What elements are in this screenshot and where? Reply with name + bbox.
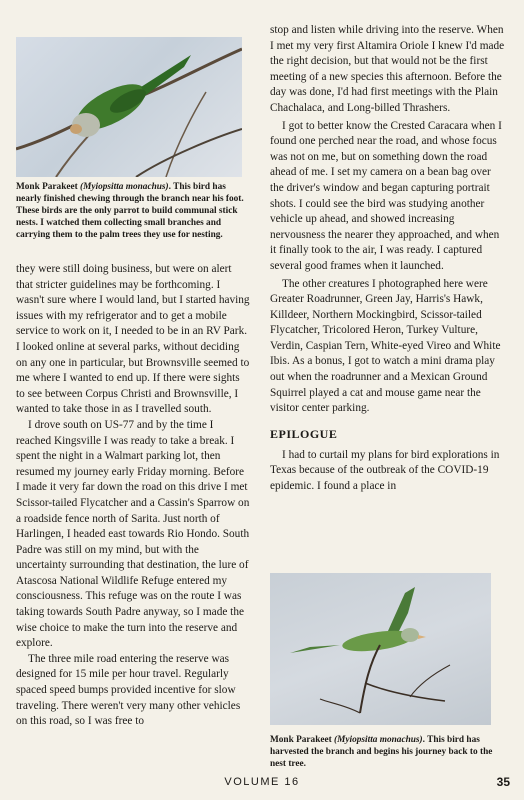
monk-parakeet-photo-perched <box>16 37 242 177</box>
caption-2-lead: Monk Parakeet <box>270 735 335 745</box>
caption-1-text: . This bird has nearly finished chewing through the branch near his foot. These birds are the only parrot to build communal stick nests. I watched them collecting small branches and carrying them to the palm trees they use for nesting. <box>16 182 244 240</box>
caption-2-text: . This bird has harvested the branch and begins his journey back to the nest tree. <box>270 735 493 769</box>
parakeet-perched-illustration <box>16 37 242 177</box>
caption-2-species: (Myiopsitta monachus) <box>334 735 423 745</box>
epilogue-heading: EPILOGUE <box>270 426 338 441</box>
left-paragraph-1: they were still doing business, but were on alert that stricter guidelines may be forthcoming. I wasn't sure where I would land, but I started having issues with my refrigerator and to get a mobile service to work on it, I needed to be in an RV Park. I looked online at several parks, without deciding on any one in particular, but Brownsville seemed to me where I wanted to end up. If there were sights to see between Corpus Christi and Brownsville, I wanted to take those in as I travelled south. <box>16 263 250 416</box>
right-paragraph-3: The other creatures I photographed here were Greater Roadrunner, Green Jay, Harris's Hawk, Killdeer, Northern Mockingbird, Scissor-tailed Flycatcher, Tricolored Heron, Turkey Vulture, Verdin, Caspian Tern, White-eyed Vireo and White Ibis. As a bonus, I got to watch a mini drama play out when the roadrunner and a Mexican Ground Squirrel played a cat and mouse game near the visitor center parking. <box>270 277 501 415</box>
photo-caption-2 <box>270 734 496 770</box>
left-paragraph-2: I drove south on US-77 and by the time I reached Kingsville I was ready to take a break. I spent the night in a Walmart parking lot, then resumed my journey early Friday morning. Before I made it very far down the road on this drive I met Scissor-tailed Flycatcher and a Cassin's Sparrow on a roadside fence north of Sarita. Just north of Harlingen, I headed east towards Rio Hondo. South Padre was still on my mind, but with the uncertainty surrounding that destination, the lure of Atascosa National Wildlife Refuge entered my consciousness. This refuge was on the route I was taking towards South Padre anyway, so I made the wise choice to make the turn into the reserve and explore. <box>16 418 250 650</box>
right-paragraph-2: I got to better know the Crested Caracara when I found one perched near the road, and whose focus was not on me, but on something down the road ahead of me. I set my camera on a bean bag over the driver's window and began capturing portrait shots. I could see the bird was studying another vehicle up ahead, and showed increasing nervousness the nearer they approached, and when it finally took to the air, I was ready. I captured several good frames when it launched. <box>270 119 502 272</box>
parakeet-flying-illustration <box>270 573 491 725</box>
monk-parakeet-photo-flying <box>270 573 491 725</box>
right-paragraph-4: I had to curtail my plans for bird explorations in Texas because of the outbreak of the COVID-19 epidemic. I found a place in <box>270 448 500 493</box>
caption-1-lead: Monk Parakeet <box>16 182 81 192</box>
right-column <box>270 23 506 495</box>
right-paragraph-1: stop and listen while driving into the reserve. When I met my very first Altamira Oriole I knew I'd made the right decision, but that would not be the first meeting of a new species this afternoon. Before the day was done, I'd had first meetings with the Plain Chachalaca, and Long-billed Thrashers. <box>270 24 505 114</box>
caption-1-species: (Myiopsitta monachus) <box>80 182 169 192</box>
left-column <box>16 262 250 730</box>
footer-volume: VOLUME 16 <box>224 776 300 788</box>
photo-caption-1 <box>16 181 244 241</box>
footer-page-number: 35 <box>496 775 510 789</box>
left-paragraph-3: The three mile road entering the reserve was designed for 15 mile per hour travel. Regularly spaced speed bumps provided incentive for slow traveling. There weren't very many other vehicles on this road, so I was free to <box>16 652 241 728</box>
